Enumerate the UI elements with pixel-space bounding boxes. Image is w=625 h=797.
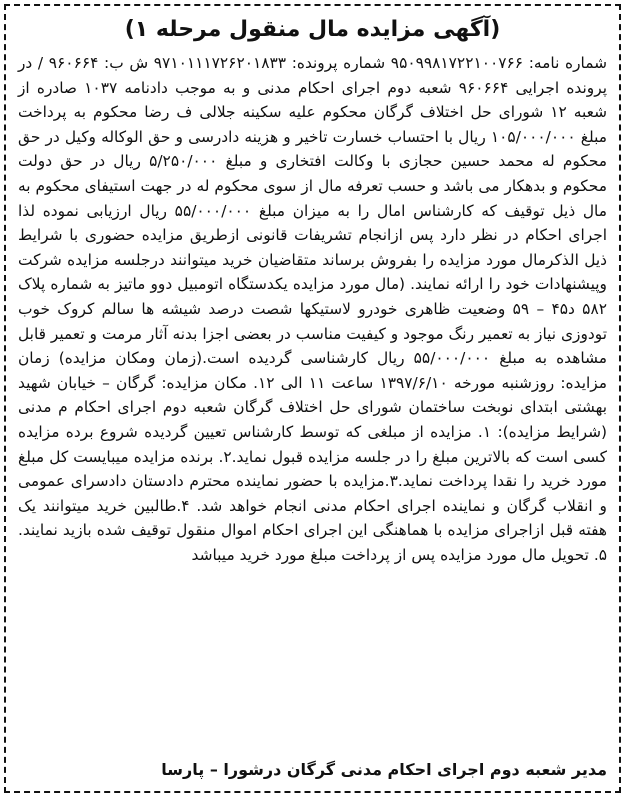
notice-signature: مدیر شعبه دوم اجرای احکام مدنی گرگان درشورا – پارسا — [161, 760, 607, 779]
notice-frame — [4, 4, 621, 793]
notice-body: شماره نامه: ۹۵۰۹۹۸۱۷۲۲۱۰۰۷۶۶ شماره پرونده: ۹۷۱۰۱۱۱۷۲۶۲۰۱۸۳۳ ش ب: ۹۶۰۶۶۴ / در پرونده اجرایی ۹۶۰۶۶۴ شعبه دوم اجرای احکام مدنی و به موجب دادنامه ۱۰۳۷ صادره از شعبه ۱۲ شورای حل اختلاف گرگان محکوم علیه سکینه جلالی ف رضا محکوم به پرداخت مبلغ ۱۰۵/۰۰۰/۰۰۰ ریال با احتساب خسارت تاخیر و هزینه دادرسی و حق الوکاله وکیل در حق محکوم له محمد حسین حجازی با وکالت افتخاری و مبلغ ۵/۲۵۰/۰۰۰ ریال در حق دولت محکوم و بدهکار می باشد و حسب تعرفه مال از سوی محکوم له در جهت استیفای محکوم به مال ذیل توقیف که کارشناس امال را به میزان مبلغ ۵۵/۰۰۰/۰۰۰ ریال ارزیابی نموده لذا اجرای احکام در نظر دارد پس ازانجام تشریفات قانونی ازطریق مزایده حضوری با شرایط ذیل الذکرمال مورد مزایده را بفروش برساند متقاضیان خرید میتوانند درجلسه مزایده شرکت وپیشنهادات خود را ارائه نمایند. (مال مورد مزایده یکدستگاه اتومبیل دوو ماتیز به شماره پلاک ۵۸۲ د۴۵ – ۵۹ وضعیت ظاهری خودرو لاستیکها شصت درصد شیشه ها سالم کروک خوب تودوزی نیاز به تعمیر رنگ موجود و کیفیت مناسب در بعضی اجزا بدنه آثار مرمت و تعمیر قابل مشاهده به مبلغ ۵۵/۰۰۰/۰۰۰ ریال کارشناسی گردیده است.(زمان ومکان مزایده) زمان مزایده: روزشنبه مورخه ۱۳۹۷/۶/۱۰ ساعت ۱۱ الی ۱۲. مکان مزایده: گرگان – خیابان شهید بهشتی ابتدای نوبخت ساختمان شورای حل اختلاف گرگان شعبه دوم اجرای احکام م مدنی (شرایط مزایده): ۱. مزایده از مبلغی که توسط کارشناس تعیین گردیده شروع برده مزایده کسی است که بالاترین مبلغ را در جلسه مزایده قبول نماید.۲. برنده مزایده میبایست کل مبلغ مورد خرید را نقدا پرداخت نماید.۳.مزایده با حضور نماینده محترم دادستان دادسرای عمومی و انقلاب گرگان و نماینده اجرای احکام مدنی انجام خواهد شد. ۴.طالبین خرید میتوانند یک هفته قبل ازاجرای مزایده با هماهنگی این اجرای احکام اموال منقول توقیف شده بازید نمایند. ۵. تحویل مال مورد مزایده پس از پرداخت مبلغ مورد خرید میباشد — [18, 54, 608, 564]
notice-title: (آگهی مزایده مال منقول مرحله ۱) — [124, 17, 501, 42]
